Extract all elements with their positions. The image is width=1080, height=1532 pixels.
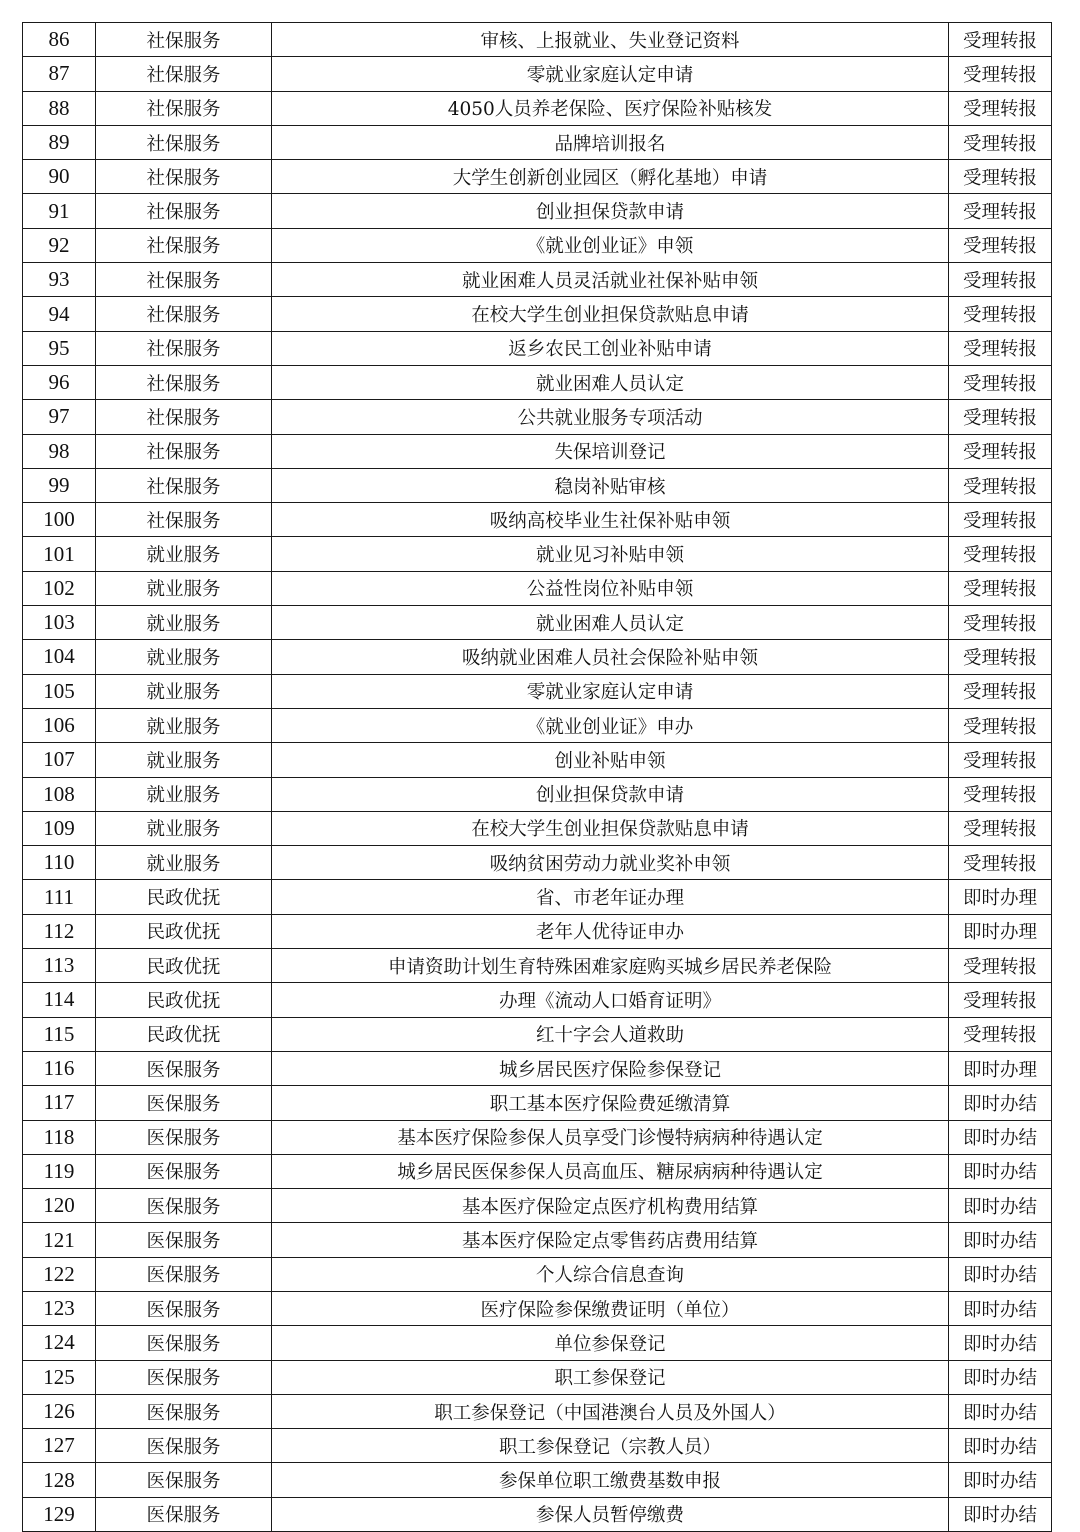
row-number: 109 [23, 811, 96, 845]
service-item: 红十字会人道救助 [272, 1017, 949, 1051]
handling-mode: 受理转报 [949, 1017, 1052, 1051]
handling-mode: 受理转报 [949, 434, 1052, 468]
service-category: 就业服务 [96, 674, 272, 708]
handling-mode: 即时办结 [949, 1154, 1052, 1188]
handling-mode: 受理转报 [949, 606, 1052, 640]
service-item: 审核、上报就业、失业登记资料 [272, 23, 949, 57]
table-row [23, 1429, 1052, 1463]
table-row [23, 1497, 1052, 1531]
service-category: 医保服务 [96, 1189, 272, 1223]
service-item: 零就业家庭认定申请 [272, 674, 949, 708]
service-item: 吸纳高校毕业生社保补贴申领 [272, 503, 949, 537]
service-category: 医保服务 [96, 1497, 272, 1531]
service-category: 就业服务 [96, 640, 272, 674]
row-number: 114 [23, 983, 96, 1017]
row-number: 89 [23, 125, 96, 159]
handling-mode: 受理转报 [949, 846, 1052, 880]
service-category: 医保服务 [96, 1394, 272, 1428]
table-row [23, 811, 1052, 845]
table-row [23, 228, 1052, 262]
row-number: 110 [23, 846, 96, 880]
table-row [23, 57, 1052, 91]
service-category: 社保服务 [96, 468, 272, 502]
handling-mode: 受理转报 [949, 743, 1052, 777]
service-item: 在校大学生创业担保贷款贴息申请 [272, 811, 949, 845]
handling-mode: 受理转报 [949, 297, 1052, 331]
row-number: 95 [23, 331, 96, 365]
service-item: 吸纳就业困难人员社会保险补贴申领 [272, 640, 949, 674]
service-category: 医保服务 [96, 1360, 272, 1394]
service-items-table-container [22, 22, 1051, 1532]
table-row [23, 297, 1052, 331]
table-body [23, 23, 1052, 1532]
service-category: 民政优抚 [96, 1017, 272, 1051]
row-number: 111 [23, 880, 96, 914]
handling-mode: 受理转报 [949, 125, 1052, 159]
handling-mode: 受理转报 [949, 91, 1052, 125]
handling-mode: 即时办结 [949, 1497, 1052, 1531]
service-item: 参保单位职工缴费基数申报 [272, 1463, 949, 1497]
handling-mode: 受理转报 [949, 503, 1052, 537]
row-number: 103 [23, 606, 96, 640]
table-row [23, 194, 1052, 228]
row-number: 121 [23, 1223, 96, 1257]
service-item: 品牌培训报名 [272, 125, 949, 159]
service-category: 社保服务 [96, 125, 272, 159]
table-row [23, 1360, 1052, 1394]
table-row [23, 983, 1052, 1017]
handling-mode: 即时办理 [949, 914, 1052, 948]
row-number: 119 [23, 1154, 96, 1188]
service-category: 医保服务 [96, 1051, 272, 1085]
service-category: 社保服务 [96, 57, 272, 91]
handling-mode: 即时办结 [949, 1326, 1052, 1360]
service-category: 医保服务 [96, 1463, 272, 1497]
table-row [23, 1120, 1052, 1154]
service-category: 社保服务 [96, 365, 272, 399]
table-row [23, 1223, 1052, 1257]
service-item: 城乡居民医疗保险参保登记 [272, 1051, 949, 1085]
row-number: 116 [23, 1051, 96, 1085]
service-item: 参保人员暂停缴费 [272, 1497, 949, 1531]
row-number: 104 [23, 640, 96, 674]
handling-mode: 受理转报 [949, 571, 1052, 605]
handling-mode: 受理转报 [949, 983, 1052, 1017]
service-category: 社保服务 [96, 331, 272, 365]
handling-mode: 受理转报 [949, 160, 1052, 194]
service-item: 创业补贴申领 [272, 743, 949, 777]
table-row [23, 160, 1052, 194]
table-row [23, 468, 1052, 502]
table-row [23, 400, 1052, 434]
service-category: 社保服务 [96, 263, 272, 297]
service-item: 职工参保登记（中国港澳台人员及外国人） [272, 1394, 949, 1428]
service-item: 公共就业服务专项活动 [272, 400, 949, 434]
service-item: 在校大学生创业担保贷款贴息申请 [272, 297, 949, 331]
service-category: 医保服务 [96, 1291, 272, 1325]
service-item: 《就业创业证》申领 [272, 228, 949, 262]
service-category: 就业服务 [96, 708, 272, 742]
table-row [23, 1154, 1052, 1188]
service-item: 基本医疗保险参保人员享受门诊慢特病病种待遇认定 [272, 1120, 949, 1154]
service-category: 医保服务 [96, 1257, 272, 1291]
service-item: 《就业创业证》申办 [272, 708, 949, 742]
service-category: 医保服务 [96, 1223, 272, 1257]
row-number: 90 [23, 160, 96, 194]
table-row [23, 23, 1052, 57]
handling-mode: 受理转报 [949, 228, 1052, 262]
row-number: 99 [23, 468, 96, 502]
handling-mode: 受理转报 [949, 811, 1052, 845]
row-number: 100 [23, 503, 96, 537]
row-number: 129 [23, 1497, 96, 1531]
row-number: 92 [23, 228, 96, 262]
row-number: 127 [23, 1429, 96, 1463]
service-item: 失保培训登记 [272, 434, 949, 468]
row-number: 102 [23, 571, 96, 605]
table-row [23, 914, 1052, 948]
row-number: 105 [23, 674, 96, 708]
handling-mode: 即时办结 [949, 1257, 1052, 1291]
service-item: 个人综合信息查询 [272, 1257, 949, 1291]
service-category: 社保服务 [96, 400, 272, 434]
service-item: 省、市老年证办理 [272, 880, 949, 914]
service-category: 就业服务 [96, 811, 272, 845]
service-category: 民政优抚 [96, 949, 272, 983]
service-category: 医保服务 [96, 1429, 272, 1463]
row-number: 107 [23, 743, 96, 777]
service-item: 稳岗补贴审核 [272, 468, 949, 502]
table-row [23, 1326, 1052, 1360]
table-row [23, 1291, 1052, 1325]
row-number: 96 [23, 365, 96, 399]
service-item: 就业困难人员灵活就业社保补贴申领 [272, 263, 949, 297]
service-item: 4050人员养老保险、医疗保险补贴核发 [272, 91, 949, 125]
row-number: 118 [23, 1120, 96, 1154]
table-row [23, 640, 1052, 674]
service-item: 创业担保贷款申请 [272, 194, 949, 228]
row-number: 91 [23, 194, 96, 228]
row-number: 126 [23, 1394, 96, 1428]
row-number: 123 [23, 1291, 96, 1325]
row-number: 86 [23, 23, 96, 57]
table-row [23, 91, 1052, 125]
service-category: 就业服务 [96, 777, 272, 811]
table-row [23, 537, 1052, 571]
service-item: 大学生创新创业园区（孵化基地）申请 [272, 160, 949, 194]
service-item: 职工参保登记 [272, 1360, 949, 1394]
table-row [23, 708, 1052, 742]
service-item: 基本医疗保险定点医疗机构费用结算 [272, 1189, 949, 1223]
table-row [23, 880, 1052, 914]
service-category: 医保服务 [96, 1154, 272, 1188]
table-row [23, 365, 1052, 399]
service-item: 就业见习补贴申领 [272, 537, 949, 571]
table-row [23, 1463, 1052, 1497]
table-row [23, 571, 1052, 605]
service-item: 职工基本医疗保险费延缴清算 [272, 1086, 949, 1120]
table-row [23, 1051, 1052, 1085]
service-category: 就业服务 [96, 606, 272, 640]
row-number: 124 [23, 1326, 96, 1360]
handling-mode: 受理转报 [949, 640, 1052, 674]
service-category: 社保服务 [96, 297, 272, 331]
service-item: 办理《流动人口婚育证明》 [272, 983, 949, 1017]
service-item: 老年人优待证申办 [272, 914, 949, 948]
table-row [23, 777, 1052, 811]
service-category: 民政优抚 [96, 880, 272, 914]
handling-mode: 受理转报 [949, 777, 1052, 811]
handling-mode: 受理转报 [949, 468, 1052, 502]
service-item: 单位参保登记 [272, 1326, 949, 1360]
service-item: 医疗保险参保缴费证明（单位） [272, 1291, 949, 1325]
service-item: 城乡居民医保参保人员高血压、糖尿病病种待遇认定 [272, 1154, 949, 1188]
handling-mode: 受理转报 [949, 949, 1052, 983]
handling-mode: 受理转报 [949, 23, 1052, 57]
service-item: 吸纳贫困劳动力就业奖补申领 [272, 846, 949, 880]
service-item: 基本医疗保险定点零售药店费用结算 [272, 1223, 949, 1257]
table-row [23, 674, 1052, 708]
service-category: 医保服务 [96, 1326, 272, 1360]
row-number: 115 [23, 1017, 96, 1051]
handling-mode: 受理转报 [949, 57, 1052, 91]
service-category: 就业服务 [96, 571, 272, 605]
handling-mode: 即时办理 [949, 1051, 1052, 1085]
handling-mode: 即时办结 [949, 1086, 1052, 1120]
handling-mode: 即时办结 [949, 1223, 1052, 1257]
handling-mode: 受理转报 [949, 400, 1052, 434]
table-row [23, 846, 1052, 880]
service-item: 就业困难人员认定 [272, 606, 949, 640]
service-items-table [22, 22, 1052, 1532]
row-number: 112 [23, 914, 96, 948]
service-item: 公益性岗位补贴申领 [272, 571, 949, 605]
handling-mode: 即时办结 [949, 1291, 1052, 1325]
handling-mode: 即时办结 [949, 1189, 1052, 1223]
row-number: 106 [23, 708, 96, 742]
table-row [23, 1257, 1052, 1291]
service-category: 社保服务 [96, 503, 272, 537]
handling-mode: 受理转报 [949, 708, 1052, 742]
row-number: 125 [23, 1360, 96, 1394]
row-number: 101 [23, 537, 96, 571]
handling-mode: 即时办结 [949, 1120, 1052, 1154]
table-row [23, 606, 1052, 640]
service-category: 社保服务 [96, 194, 272, 228]
table-row [23, 1189, 1052, 1223]
table-row [23, 949, 1052, 983]
service-category: 社保服务 [96, 91, 272, 125]
row-number: 113 [23, 949, 96, 983]
service-category: 就业服务 [96, 743, 272, 777]
table-row [23, 331, 1052, 365]
row-number: 87 [23, 57, 96, 91]
table-row [23, 263, 1052, 297]
handling-mode: 受理转报 [949, 365, 1052, 399]
row-number: 128 [23, 1463, 96, 1497]
service-category: 医保服务 [96, 1120, 272, 1154]
service-item: 就业困难人员认定 [272, 365, 949, 399]
row-number: 120 [23, 1189, 96, 1223]
handling-mode: 受理转报 [949, 194, 1052, 228]
table-row [23, 1394, 1052, 1428]
handling-mode: 即时办理 [949, 880, 1052, 914]
handling-mode: 受理转报 [949, 537, 1052, 571]
table-row [23, 743, 1052, 777]
service-category: 民政优抚 [96, 914, 272, 948]
service-category: 医保服务 [96, 1086, 272, 1120]
handling-mode: 即时办结 [949, 1429, 1052, 1463]
handling-mode: 受理转报 [949, 263, 1052, 297]
handling-mode: 受理转报 [949, 674, 1052, 708]
service-category: 社保服务 [96, 23, 272, 57]
table-row [23, 1017, 1052, 1051]
service-item: 申请资助计划生育特殊困难家庭购买城乡居民养老保险 [272, 949, 949, 983]
service-item: 创业担保贷款申请 [272, 777, 949, 811]
table-row [23, 503, 1052, 537]
service-category: 社保服务 [96, 228, 272, 262]
service-category: 社保服务 [96, 434, 272, 468]
row-number: 98 [23, 434, 96, 468]
service-item: 返乡农民工创业补贴申请 [272, 331, 949, 365]
row-number: 122 [23, 1257, 96, 1291]
row-number: 97 [23, 400, 96, 434]
row-number: 117 [23, 1086, 96, 1120]
row-number: 93 [23, 263, 96, 297]
service-category: 社保服务 [96, 160, 272, 194]
row-number: 94 [23, 297, 96, 331]
service-item: 职工参保登记（宗教人员） [272, 1429, 949, 1463]
handling-mode: 即时办结 [949, 1463, 1052, 1497]
handling-mode: 即时办结 [949, 1394, 1052, 1428]
row-number: 88 [23, 91, 96, 125]
service-category: 就业服务 [96, 846, 272, 880]
service-category: 就业服务 [96, 537, 272, 571]
table-row [23, 434, 1052, 468]
handling-mode: 即时办结 [949, 1360, 1052, 1394]
service-item: 零就业家庭认定申请 [272, 57, 949, 91]
service-category: 民政优抚 [96, 983, 272, 1017]
table-row [23, 125, 1052, 159]
handling-mode: 受理转报 [949, 331, 1052, 365]
row-number: 108 [23, 777, 96, 811]
table-row [23, 1086, 1052, 1120]
